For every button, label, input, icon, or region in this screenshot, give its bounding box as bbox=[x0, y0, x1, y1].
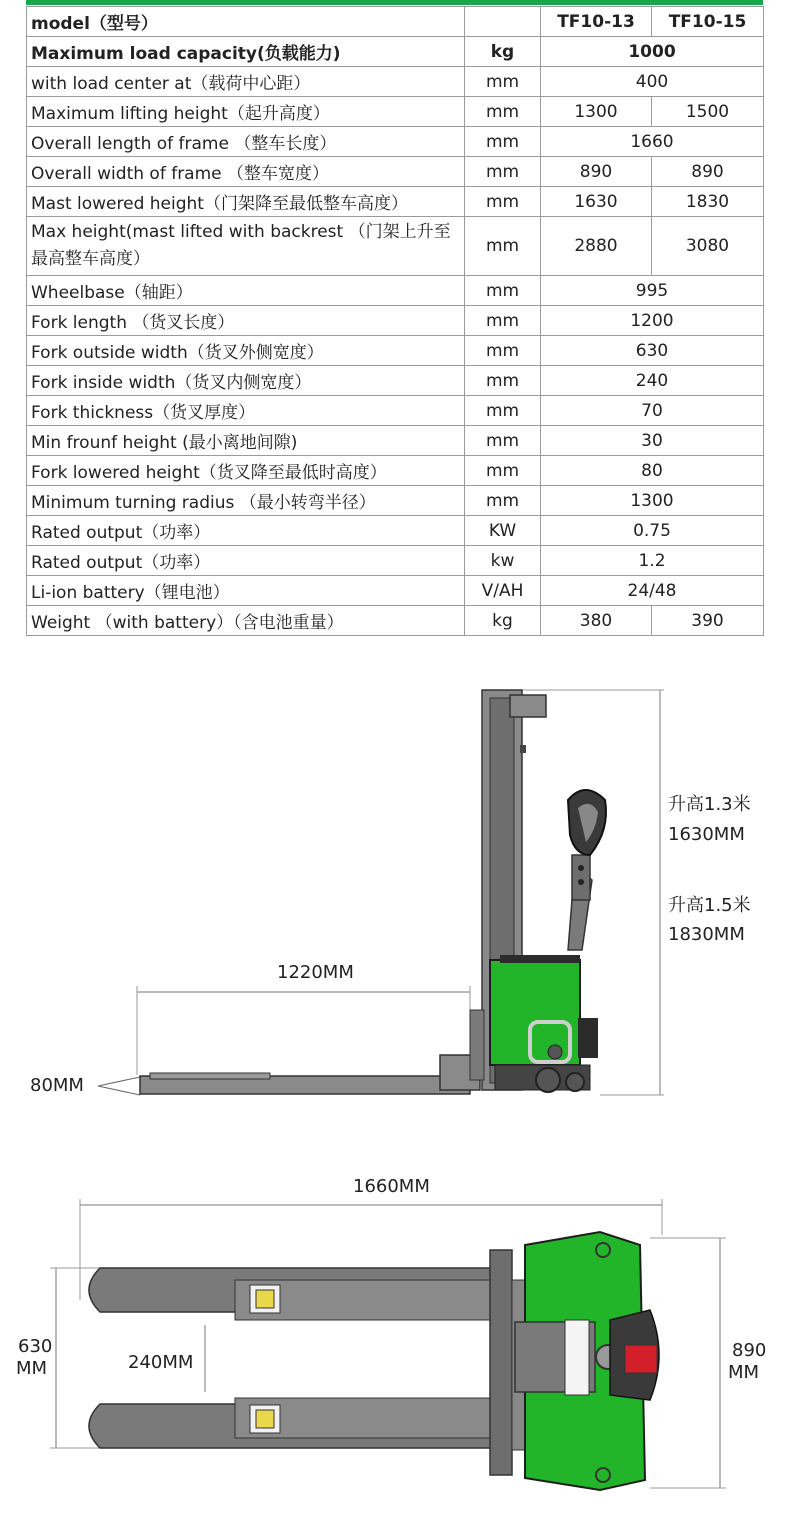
row-value: 630 bbox=[541, 336, 764, 366]
row-value: 80 bbox=[541, 456, 764, 486]
row-unit: mm bbox=[465, 67, 541, 97]
lift-15-label: 升高1.5米 bbox=[668, 895, 751, 916]
row-label: Rated output（功率） bbox=[27, 546, 465, 576]
row-label: Overall length of frame （整车长度） bbox=[27, 127, 465, 157]
row-unit: mm bbox=[465, 157, 541, 187]
inside-width-label: 240MM bbox=[128, 1352, 194, 1373]
row-value: 995 bbox=[541, 276, 764, 306]
row-unit: mm bbox=[465, 97, 541, 127]
row-value: 400 bbox=[541, 67, 764, 97]
row-value: 240 bbox=[541, 366, 764, 396]
row-label: with load center at（载荷中心距） bbox=[27, 67, 465, 97]
row-label: Fork inside width（货叉内侧宽度） bbox=[27, 366, 465, 396]
row-label: Fork lowered height（货叉降至最低时高度） bbox=[27, 456, 465, 486]
fork-height-label: 80MM bbox=[30, 1075, 84, 1096]
row-label: Max height(mast lifted with backrest （门架上升至最高整车高度） bbox=[27, 217, 465, 276]
header-tf10-15: TF10-15 bbox=[652, 7, 764, 37]
row-unit: mm bbox=[465, 336, 541, 366]
row-value-tf10-13: 890 bbox=[541, 157, 652, 187]
row-unit: V/AH bbox=[465, 576, 541, 606]
row-label: Min frounf height (最小离地间隙) bbox=[27, 426, 465, 456]
row-label: Mast lowered height（门架降至最低整车高度） bbox=[27, 187, 465, 217]
row-label: Minimum turning radius （最小转弯半径） bbox=[27, 486, 465, 516]
header-model-cell: model（型号） bbox=[27, 7, 465, 37]
row-value: 30 bbox=[541, 426, 764, 456]
row-value: 24/48 bbox=[541, 576, 764, 606]
row-value-tf10-13: 1630 bbox=[541, 187, 652, 217]
row-value-tf10-13: 2880 bbox=[541, 217, 652, 276]
row-label: Fork outside width（货叉外侧宽度） bbox=[27, 336, 465, 366]
row-value: 1200 bbox=[541, 306, 764, 336]
header-tf10-13: TF10-13 bbox=[541, 7, 652, 37]
row-value-tf10-13: 1300 bbox=[541, 97, 652, 127]
lift-13-height: 1630MM bbox=[668, 824, 745, 845]
row-unit: mm bbox=[465, 426, 541, 456]
row-unit: mm bbox=[465, 366, 541, 396]
row-unit: mm bbox=[465, 187, 541, 217]
row-value-tf10-15: 390 bbox=[652, 606, 764, 636]
row-value: 1660 bbox=[541, 127, 764, 157]
row-label: Li-ion battery（锂电池） bbox=[27, 576, 465, 606]
row-label: Fork thickness（货叉厚度） bbox=[27, 396, 465, 426]
row-unit: mm bbox=[465, 127, 541, 157]
row-unit: mm bbox=[465, 396, 541, 426]
row-value-tf10-15: 3080 bbox=[652, 217, 764, 276]
row-value-tf10-15: 1830 bbox=[652, 187, 764, 217]
top-view-drawing bbox=[50, 1199, 726, 1490]
row-value: 0.75 bbox=[541, 516, 764, 546]
outside-width-unit: MM bbox=[16, 1358, 48, 1379]
row-label: Fork length （货叉长度） bbox=[27, 306, 465, 336]
row-value: 1300 bbox=[541, 486, 764, 516]
row-value: 1.2 bbox=[541, 546, 764, 576]
side-view-drawing bbox=[98, 690, 664, 1095]
row-value: 70 bbox=[541, 396, 764, 426]
row-unit: mm bbox=[465, 486, 541, 516]
row-unit: KW bbox=[465, 516, 541, 546]
row-value: 1000 bbox=[541, 37, 764, 67]
row-unit: mm bbox=[465, 217, 541, 276]
row-label: Rated output（功率） bbox=[27, 516, 465, 546]
row-unit: kg bbox=[465, 37, 541, 67]
overall-length-label: 1660MM bbox=[353, 1176, 430, 1197]
lift-15-height: 1830MM bbox=[668, 924, 745, 945]
outside-width-value: 630 bbox=[18, 1336, 53, 1357]
row-unit: kw bbox=[465, 546, 541, 576]
row-value-tf10-15: 890 bbox=[652, 157, 764, 187]
row-label: Wheelbase（轴距） bbox=[27, 276, 465, 306]
lift-13-label: 升高1.3米 bbox=[668, 794, 751, 815]
row-value-tf10-13: 380 bbox=[541, 606, 652, 636]
row-label: Maximum load capacity(负载能力) bbox=[27, 37, 465, 67]
row-unit: mm bbox=[465, 456, 541, 486]
fork-length-label: 1220MM bbox=[277, 962, 354, 983]
overall-width-unit: MM bbox=[728, 1362, 760, 1383]
overall-width-value: 890 bbox=[732, 1340, 767, 1361]
row-unit: mm bbox=[465, 306, 541, 336]
row-label: Maximum lifting height（起升高度） bbox=[27, 97, 465, 127]
row-unit: mm bbox=[465, 276, 541, 306]
row-unit: kg bbox=[465, 606, 541, 636]
row-label: Weight （with battery）（含电池重量） bbox=[27, 606, 465, 636]
row-value-tf10-15: 1500 bbox=[652, 97, 764, 127]
row-label: Overall width of frame （整车宽度） bbox=[27, 157, 465, 187]
